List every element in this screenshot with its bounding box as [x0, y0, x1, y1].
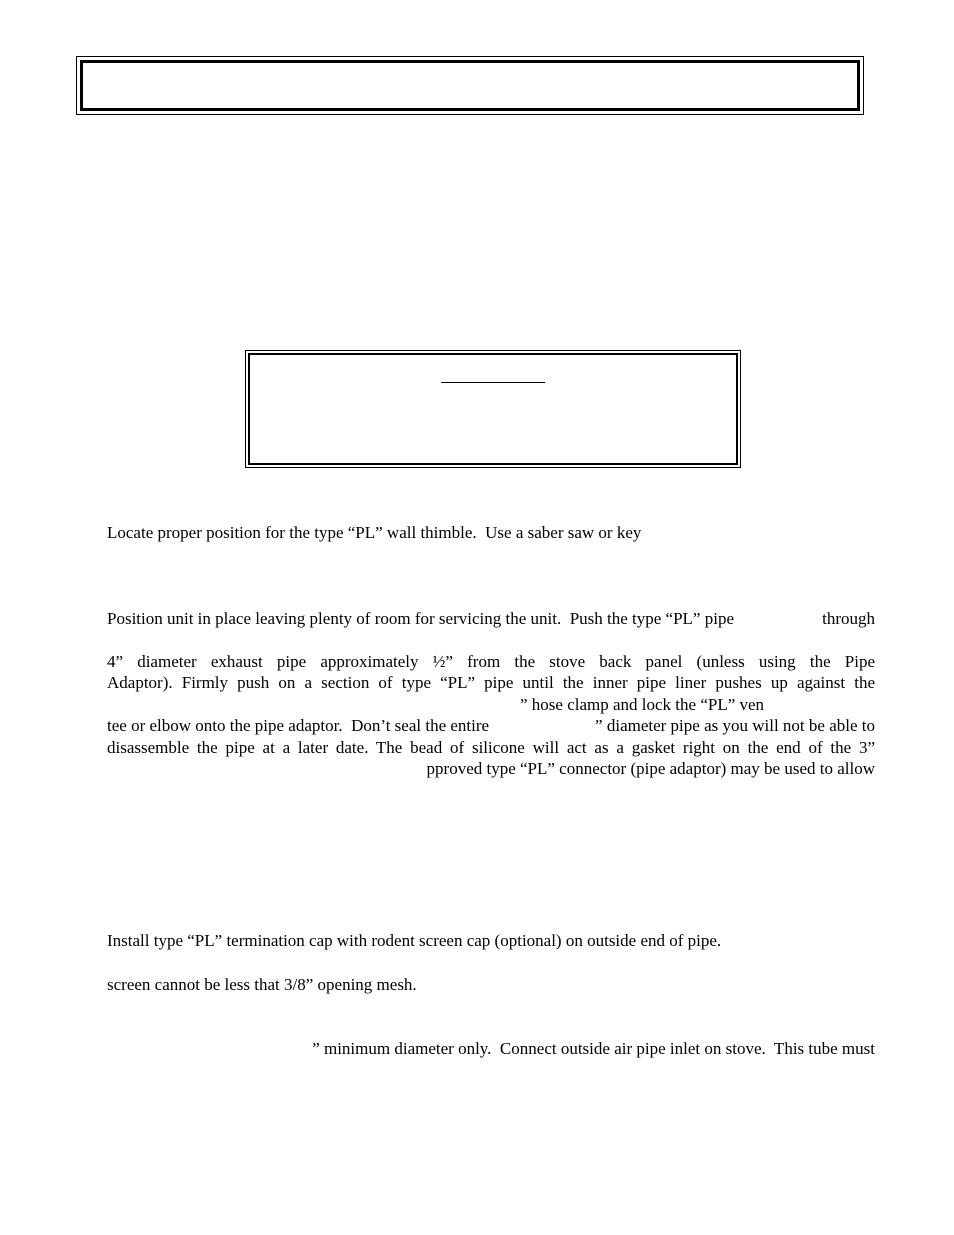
caution-box	[245, 350, 741, 468]
step-cap-line2: screen cannot be less that 3/8” opening mesh.	[107, 975, 417, 994]
step-position-line6: disassemble the pipe at a later date. The bead of silicone will act as a gasket right on the end of the 3”	[107, 738, 875, 757]
step-position-line4: ” hose clamp and lock the “PL” ven	[520, 695, 765, 714]
caution-heading-underline	[441, 382, 545, 383]
step-position-line5-end: ” diameter pipe as you will not be able to	[595, 716, 875, 735]
title-box-inner-border	[80, 60, 860, 111]
step-position-line1: Position unit in place leaving plenty of room for servicing the unit. Push the type “PL” pipe	[107, 609, 734, 628]
step-position-line2: 4” diameter exhaust pipe approximately ½” from the stove back panel (unless using the Pipe	[107, 652, 875, 671]
caution-box-inner-border	[248, 353, 738, 465]
step-cap-line1: Install type “PL” termination cap with rodent screen cap (optional) on outside end of pipe.	[107, 931, 722, 950]
step-air-text: ” minimum diameter only. Connect outside air pipe inlet on stove. This tube must	[312, 1039, 875, 1058]
step-position-line1-end: through	[822, 609, 875, 628]
title-box	[76, 56, 864, 115]
step-position-line3: Adaptor). Firmly push on a section of type “PL” pipe until the inner pipe liner pushes up against the	[107, 673, 875, 692]
step-position-line5-start: tee or elbow onto the pipe adaptor. Don’t seal the entire	[107, 716, 490, 735]
step-locate-text: Locate proper position for the type “PL” wall thimble. Use a saber saw or key	[107, 523, 642, 542]
step-position-line7: pproved type “PL” connector (pipe adaptor) may be used to allow	[426, 759, 875, 778]
